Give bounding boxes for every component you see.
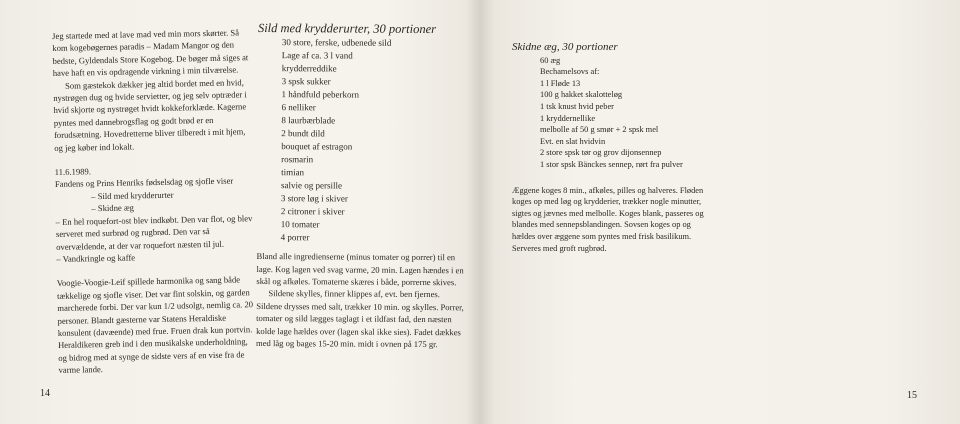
ingredient: 8 laurbærblade	[281, 115, 336, 126]
page-number: 14	[40, 388, 50, 399]
ingredient: 100 g hakket skalotteløg	[540, 90, 623, 100]
ingredient: 1 tsk knust hvid peber	[540, 101, 614, 111]
ingredient: 1 l Fløde 13	[540, 78, 581, 88]
ingredient: 1 kryddernellike	[540, 113, 596, 123]
recipe-skidne-aeg	[512, 42, 712, 254]
intro-paragraph: Jeg startede med at lave mad ved min mors skørter. Så kom kogebøgernes paradis – Madam Mangor og den bedste, Gyldendals Store Kogebog. De bøger må siges at have haft en vis opdragende virkning i min tilværelse.	[52, 27, 249, 79]
ingredient: 2 citroner i skiver	[280, 206, 345, 217]
ingredient: 30 store, ferske, udbenede sild	[281, 37, 392, 49]
ingredient: timian	[281, 167, 305, 178]
method-paragraph: Bland alle ingredienserne (minus tomater og porrer) til en lage. Kog lagen ved svag varme, 20 min. Lagen hændes i en skål og afkøles. Tomaterne skæres i både, porrerne skives.	[256, 251, 464, 288]
recipe-sild	[256, 22, 468, 351]
recipe-title: Sild med krydderurter, 30 portioner	[257, 21, 437, 37]
ingredient: bouquet af estragon	[281, 141, 353, 152]
ingredient: 3 spsk sukker	[281, 76, 331, 87]
guest-chef-paragraph: Som gæstekok dækker jeg altid bordet med en hvid, nystrøgen dug og hvide servietter, og jeg selv optræder i hvid skjorte og nystrøget hvidt kokkeforklæde. Kagerne pyntes med dannebrogsflag og godt brød er en forudsætning. Hovedretterne bliver tilberedt i mit hjem, og jeg køber ind lokalt.	[53, 76, 247, 153]
ingredient: 60 æg	[540, 55, 561, 65]
recipe-title: Skidne æg, 30 portioner	[512, 41, 618, 53]
menu-item-vandkringle: – Vandkringle og kaffe	[56, 252, 136, 264]
ingredient: 1 stor spsk Bänckes sennep, rørt fra pulver	[540, 159, 683, 169]
ingredient: salvie og persille	[280, 180, 343, 191]
ingredient: 3 store løg i skiver	[280, 193, 348, 204]
ingredient-list	[512, 55, 712, 171]
method-paragraph: Æggene koges 8 min., afkøles, pilles og halveres. Fløden koges op med løg og krydderier, trækker nogle minutter, sigtes og jævnes med melbolle. Koges blank, passeres og blandes med sennepsblandingen. Sovsen koges op og hældes over æggene som pyntes med frisk basilikum. Serveres med groft rugbrød.	[512, 185, 704, 253]
left-page-text	[52, 26, 257, 376]
ingredient-list	[257, 36, 468, 245]
ingredient: Lage af ca. 3 l vand	[281, 50, 353, 61]
ingredient: Evt. en slat hvidvin	[540, 136, 606, 146]
ingredient: melbolle af 50 g smør + 2 spsk mel	[540, 125, 659, 135]
event-date: 11.6.1989.	[54, 166, 92, 178]
method-paragraph: Sildene skylles, finner klippes af, evt. ben fjernes. Sildene drysses med salt, trækker 10 min. og skylles. Porrer, tomater og sild lægges taglagt i et ildfast fad, den næsten kolde lage hældes over (lagen skal ikke sies). Fadet dækkes med låg og bages 15-20 min. midt i ovnen på 175 gr.	[256, 288, 464, 350]
ingredient: 4 porrer	[280, 232, 310, 243]
menu-item-skidne-aeg: – Skidne æg	[91, 202, 135, 214]
ingredient: rosmarin	[281, 154, 314, 165]
event-line: Fandens og Prins Henriks fødselsdag og sjofle viser	[54, 176, 234, 190]
closing-paragraph: Voogie-Voogie-Leif spillede harmonika og sang både tækkelige og sjofle viser. Det var fint solskin, og garden marcherede forbi. Der var kun 1/2 udsolgt, nemlig ca. 20 personer. Blandt gæsterne var Statens Heraldiske konsulent (davæende) med frue. Fruen drak kun portvin. Heraldikeren greb ind i den musikalske underholdning, og bidrog med at synge de sidste vers af en vise fra de varme lande.	[56, 274, 254, 376]
ingredient: 2 store spsk tør og grov dijonsennep	[540, 148, 662, 158]
ingredient: 1 håndfuld peberkorn	[281, 89, 360, 101]
menu-item-sild: – Sild med krydderurter	[91, 189, 174, 202]
page-number: 15	[907, 390, 917, 401]
ingredient: 10 tomater	[280, 219, 320, 230]
ingredient: 6 nelliker	[281, 102, 316, 113]
ingredient: krydderreddike	[281, 63, 337, 74]
right-page	[480, 0, 960, 424]
ingredient: 2 bundt dild	[281, 128, 325, 139]
ingredient: Bechamelsovs af:	[540, 67, 600, 77]
menu-item-roquefort: – En hel roquefort-ost blev indkøbt. Den var flot, og blev serveret med surbrød og rugbrød. Den var så overvældende, at der var roquefort næsten til jul.	[55, 212, 253, 252]
